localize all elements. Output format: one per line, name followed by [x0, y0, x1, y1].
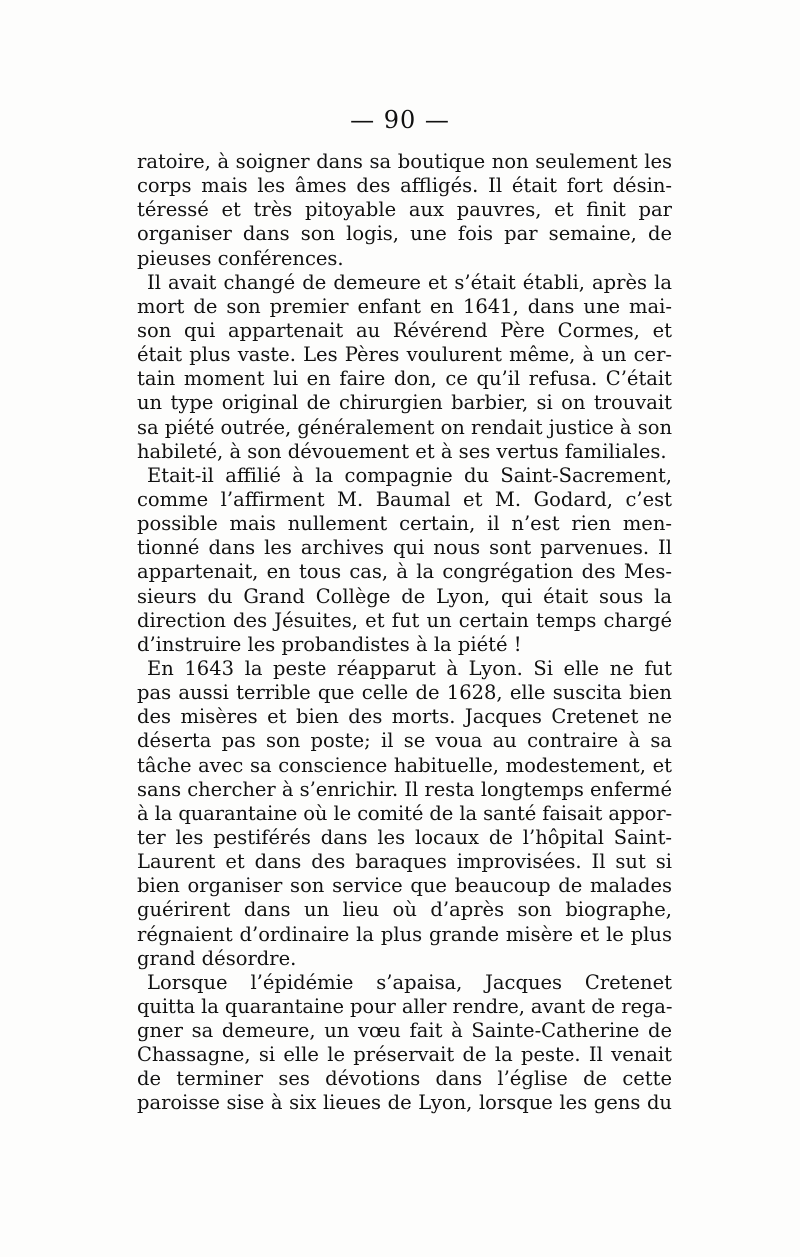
text-line: son qui appartenait au Révérend Père Cormes, et — [137, 318, 672, 342]
text-line: téressé et très pitoyable aux pauvres, et finit par — [137, 198, 672, 222]
text-line: sa piété outrée, généralement on rendait justice à son — [137, 415, 672, 439]
text-line: de terminer ses dévotions dans l’église de cette — [137, 1067, 672, 1091]
text-line: ratoire, à soigner dans sa boutique non seulement les — [137, 150, 672, 173]
text-line: ter les pestiférés dans les locaux de l’hôpital Saint- — [137, 825, 672, 849]
text-line: pieuses conférences. — [137, 246, 344, 270]
text-line: était plus vaste. Les Pères voulurent même, à un cer- — [137, 343, 672, 367]
text-line: guérirent dans un lieu où d’après son biographe, — [137, 898, 672, 922]
text-line: quitta la quarantaine pour aller rendre, avant de rega- — [137, 994, 673, 1018]
text-line: des misères et bien des morts. Jacques Cretenet ne — [137, 705, 672, 729]
text-line: à la quarantaine où le comité de la santé faisait appor- — [137, 801, 672, 825]
body-text — [137, 150, 672, 1116]
text-line: tâche avec sa conscience habituelle, modestement, et — [137, 753, 672, 777]
text-line: appartenait, en tous cas, à la congrégation des Mes- — [137, 560, 672, 584]
text-line: tain moment lui en faire don, ce qu’il refusa. C’était — [137, 367, 672, 391]
text-line: comme l’affirment M. Baumal et M. Godard, c’est — [137, 487, 672, 511]
text-line: sans chercher à s’enrichir. Il resta longtemps enfermé — [137, 777, 672, 801]
text-line: habileté, à son dévouement et à ses vertus familiales. — [137, 439, 667, 463]
text-line: Lorsque l’épidémie s’apaisa, Jacques Cretenet — [147, 970, 672, 994]
text-line: organiser dans son logis, une fois par semaine, de — [137, 222, 672, 246]
text-line: déserta pas son poste; il se voua au contraire à sa — [137, 729, 672, 753]
text-line: paroisse sise à six lieues de Lyon, lorsque les gens du — [137, 1091, 672, 1115]
text-line: un type original de chirurgien barbier, si on trouvait — [137, 391, 672, 415]
text-line: mort de son premier enfant en 1641, dans une mai- — [137, 294, 672, 318]
text-line: pas aussi terrible que celle de 1628, elle suscita bien — [137, 681, 672, 705]
text-line: régnaient d’ordinaire la plus grande misère et le plus — [137, 922, 672, 946]
text-line: sieurs du Grand Collège de Lyon, qui était sous la — [137, 584, 672, 608]
text-line: Etait-il affilié à la compagnie du Saint-Sacrement, — [147, 463, 672, 487]
text-line: corps mais les âmes des affligés. Il était fort désin- — [137, 174, 672, 198]
text-line: tionné dans les archives qui nous sont parvenues. Il — [137, 536, 672, 560]
text-line: grand désordre. — [137, 946, 297, 970]
text-line: direction des Jésuites, et fut un certain temps chargé — [137, 608, 672, 632]
text-line: possible mais nullement certain, il n’est rien men- — [137, 512, 672, 536]
text-line: d’instruire les probandistes à la piété ! — [137, 632, 522, 656]
text-line: En 1643 la peste réapparut à Lyon. Si elle ne fut — [147, 656, 672, 680]
text-line: bien organiser son service que beaucoup de malades — [137, 874, 672, 898]
text-line: gner sa demeure, un vœu fait à Sainte-Catherine de — [137, 1019, 672, 1043]
page-number: — 90 — — [350, 106, 450, 134]
text-line: Chassagne, si elle le préservait de la peste. Il venait — [137, 1043, 672, 1067]
text-line: Laurent et dans des baraques improvisées. Il sut si — [137, 850, 672, 874]
text-line: Il avait changé de demeure et s’était établi, après la — [147, 270, 672, 294]
